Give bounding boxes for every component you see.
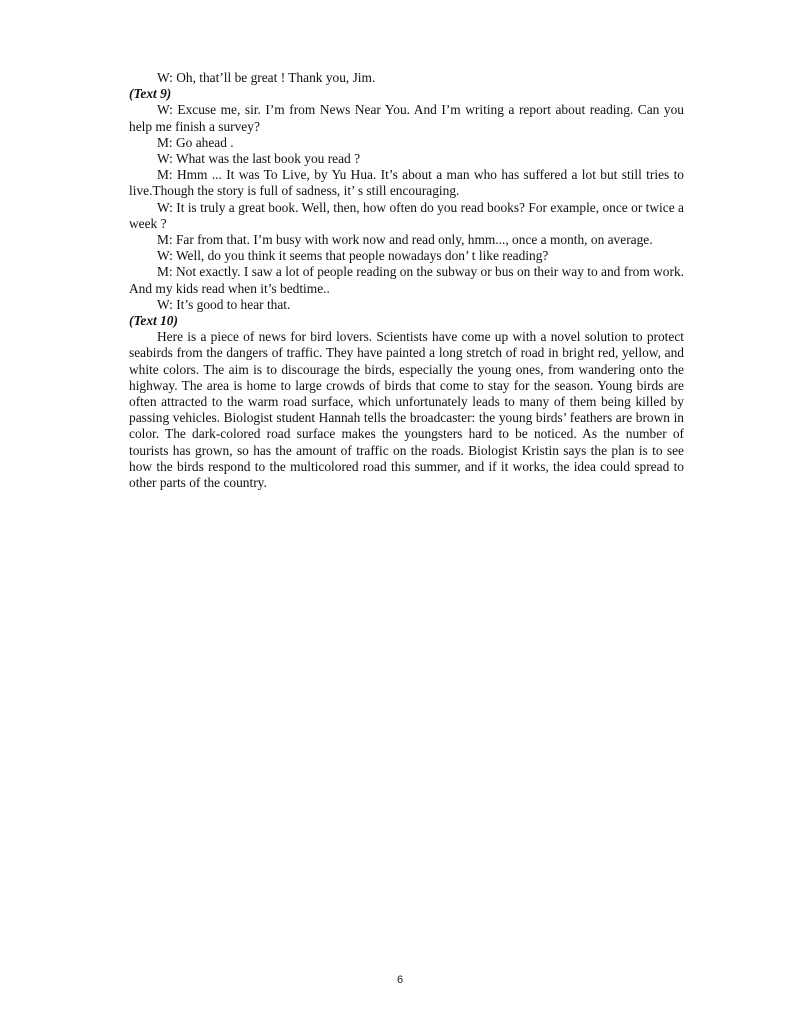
text-10-heading: (Text 10): [129, 313, 178, 329]
text-9-heading: (Text 9): [129, 86, 172, 102]
text-9-line-4: M: Hmm ... It was To Live, by Yu Hua. It’s about a man who has suffered a lot but still tries to live.Though the story is full of sadness, it’ s still encouraging.: [129, 167, 684, 199]
text-9-line-3: W: What was the last book you read ?: [157, 151, 361, 167]
text-9-line-9: W: It’s good to hear that.: [157, 296, 291, 312]
text-9-line-2: M: Go ahead .: [157, 134, 234, 150]
text-10-paragraph: Here is a piece of news for bird lovers. Scientists have come up with a novel solution to protect seabirds from the dangers of traffic. They have painted a long stretch of road in bright red, yellow, and white colors. The aim is to discourage the birds, especially the young ones, from wandering onto the highway. The area is home to large crowds of birds that come to stay for the season. Young birds are often attracted to the warm road surface, which unfortunately leads to many of them being killed by passing vehicles. Biologist student Hannah tells the broadcaster: the young birds’ feathers are brown in color. The dark-colored road surface makes the youngsters hard to be noticed. As the number of tourists has grown, so has the amount of traffic on the roads. Biologist Kristin says the plan is to see how the birds respond to the multicolored road this summer, and if it works, the idea could spread to other parts of the country.: [129, 329, 684, 491]
text-9-line-6: M: Far from that. I’m busy with work now and read only, hmm..., once a month, on average.: [157, 232, 653, 248]
text-9-line-8: M: Not exactly. I saw a lot of people reading on the subway or bus on their way to and from work. And my kids read when it’s bedtime..: [129, 264, 684, 296]
text-9-line-1: W: Excuse me, sir. I’m from News Near You. And I’m writing a report about reading. Can you help me finish a survey?: [129, 102, 684, 134]
text-9-line-5: W: It is truly a great book. Well, then, how often do you read books? For example, once or twice a week ?: [129, 199, 684, 231]
page-number: 6: [396, 974, 404, 986]
text-9-line-7: W: Well, do you think it seems that people nowadays don’ t like reading?: [157, 248, 549, 264]
intro-dialogue-line: W: Oh, that’ll be great ! Thank you, Jim.: [157, 70, 376, 85]
document-body: [129, 70, 684, 491]
